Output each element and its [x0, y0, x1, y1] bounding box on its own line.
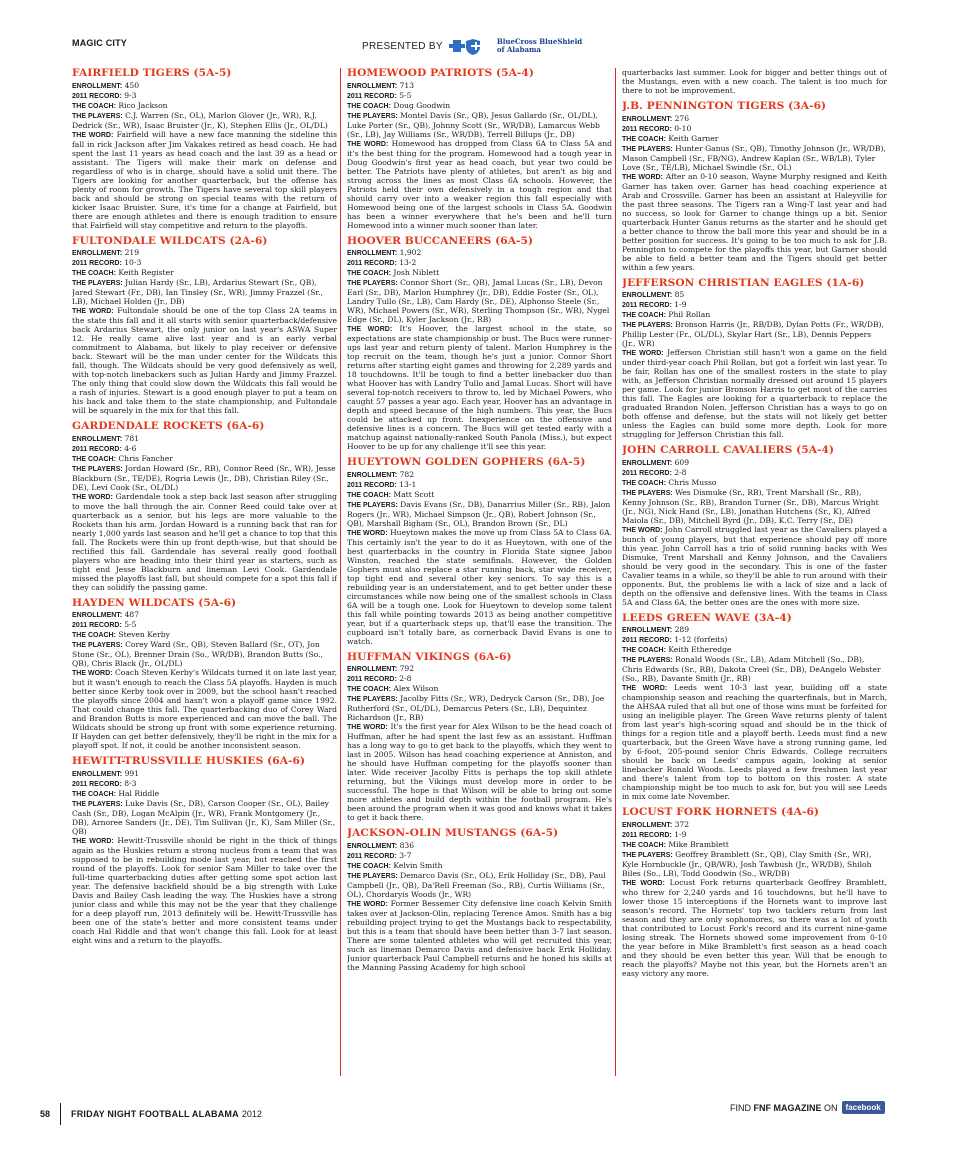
- team-coach: [347, 861, 612, 871]
- enrollment-label: ENROLLMENT:: [347, 842, 398, 850]
- team-title: FAIRFIELD TIGERS (5A-5): [72, 68, 232, 79]
- enrollment-value: 450: [124, 80, 140, 90]
- players-label: THE PLAYERS:: [72, 280, 123, 287]
- coach-label: THE COACH:: [72, 790, 116, 798]
- team-word: [347, 899, 612, 972]
- column-1: [72, 68, 337, 1076]
- team-coach: [622, 478, 887, 488]
- enrollment-value: 276: [674, 113, 690, 123]
- enrollment-label: ENROLLMENT:: [72, 770, 123, 778]
- players-value: Ronald Woods (Sr., LB), Adam Mitchell (So., DB), Chris Edwards (Sr., RB), Dakota Creel (Sr., DB), DeAngelo Webster (So., RB), Davante Smith (Jr., RB): [622, 655, 881, 683]
- team-record: [622, 300, 887, 310]
- page-number: 58: [40, 1109, 51, 1119]
- enrollment-label: ENROLLMENT:: [72, 250, 123, 257]
- team-players: [72, 799, 337, 836]
- word-label: THE WORD:: [622, 685, 668, 692]
- team-record: [622, 468, 887, 478]
- enrollment-label: ENROLLMENT:: [622, 627, 673, 634]
- team-entry: [72, 236, 337, 416]
- players-value: Luke Davis (Sr., DB), Carson Cooper (Sr., OL), Bailey Cash (Sr., DB), Logan McAlpin (Jr., WR), Frank Montgomery (Jr., DB), Arnoree Sanders (Jr., DE), Tim Sullivan (Jr., K), Sam Miller (Sr., QB): [72, 798, 336, 836]
- team-word: [72, 668, 337, 750]
- record-value: 1-12 (forfeits): [674, 635, 728, 644]
- team-players: [72, 464, 337, 492]
- record-value: 5-5: [124, 620, 137, 629]
- word-value: Coach Steven Kerby's Wildcats turned it on late last year, but it wasn't enough to reach the Class 5A playoffs. Hayden is much better since Kerby took over in 2009, but the school hasn't reached the playoffs since 2004 and hasn't won a playoff game since 1992. That could change this fall. The quarterbacking duo of Corey Ward and Brandon Butts is more experienced and can move the ball. The Wildcats should be strong up front with some experience returning. If Hayden can get better defensively, they'll be right in the mix for a playoff spot. If not, it could be another inconsistent season.: [72, 668, 337, 750]
- word-value: Former Bessemer City defensive line coach Kelvin Smith takes over at Jackson-Olin, replacing Terence Amos. Smith has a big rebuilding project trying to get the Mustangs back to respectability, but this is a team that should have been better than 3-7 last season. There are some talented athletes who will get recruited this year, such as lineman Demarco Davis and defensive back Erik Holliday. Junior quarterback Paul Campbell returns and he honed his skills at the Manning Passing Academy for high school: [347, 898, 612, 972]
- players-value: Julian Hardy (Sr., LB), Ardarius Stewart (Sr., QB), Jared Stewart (Fr., DB), Ian Tinsley (Sr., WR), Jimmy Frazzel (Sr., LB), Michael Holden (Jr., DB): [72, 278, 323, 306]
- enrollment-value: 991: [124, 768, 140, 778]
- coach-value: Chris Fancher: [118, 453, 173, 463]
- team-entry: [347, 828, 612, 972]
- coach-value: Josh Niblett: [393, 268, 440, 277]
- team-players: [622, 655, 887, 683]
- team-enrollment: [72, 248, 337, 258]
- magazine-title: FRIDAY NIGHT FOOTBALL ALABAMA: [71, 1109, 239, 1119]
- team-enrollment: [72, 610, 337, 620]
- coach-label: THE COACH:: [347, 491, 391, 499]
- coach-label: THE COACH:: [347, 270, 391, 277]
- magazine-year: 2012: [241, 1109, 262, 1119]
- word-label: THE WORD:: [72, 131, 114, 139]
- coach-label: THE COACH:: [72, 455, 116, 463]
- word-value: After an 0-10 season, Wayne Murphy resigned and Keith Garner has taken over. Garner has head coaching experience at Arab and Crossville. Garner has been an assistant at Haleyville for the past three seasons. The Tigers ran a Wing-T last year and had no success, so look for Garner to change things up a bit. Senior quarterback Hunter Ganus returns as the starter and he should get a better chance to throw the ball more this year and should be in a better position for success. It's going to be too much to ask for J.B. Pennington to compete for the playoffs this year, but Garner should be able to field a better team and the Tigers should get better within a few years.: [622, 171, 887, 272]
- record-value: 3-7: [399, 850, 412, 860]
- team-players: [347, 500, 612, 528]
- players-label: THE PLAYERS:: [622, 657, 673, 664]
- record-label: 2011 RECORD:: [347, 481, 397, 489]
- team-players: [622, 850, 887, 878]
- enrollment-label: ENROLLMENT:: [622, 115, 673, 123]
- coach-value: Steven Kerby: [118, 630, 170, 639]
- record-value: 1-9: [674, 300, 687, 309]
- word-label: THE WORD:: [72, 493, 113, 501]
- team-title: HUFFMAN VIKINGS (6A-6): [347, 650, 512, 663]
- coach-value: Matt Scott: [393, 489, 435, 499]
- enrollment-value: 1,902: [399, 248, 422, 257]
- team-word: [622, 68, 887, 95]
- team-word: [72, 306, 337, 415]
- team-record: [347, 851, 612, 861]
- coach-value: Alex Wilson: [393, 684, 439, 693]
- team-enrollment: [622, 458, 887, 468]
- enrollment-label: ENROLLMENT:: [72, 82, 123, 90]
- column-divider: [340, 68, 341, 1076]
- team-players: [72, 640, 337, 668]
- column-divider: [615, 68, 616, 1076]
- word-value: It's Hoover, the largest school in the state, so expectations are state championship or bust. The Bucs were runner-ups last year and return plenty of talent. Marlon Humphrey is the top recruit on the team, though he's just a junior. Connor Short returns after starting eight games and throwing for 2,289 yards and 18 touchdowns. It'll be tough to find a better linebacker duo than what Hoover has with Landry Tullo and Jamal Lucas. Short will have several top-notch receivers to throw to, led by Michael Powers, who caught 57 passes a year ago. Each year, Hoover has an advantage in depth and speed because of the high numbers. This year, the Bucs could be attacked up front. Inexperience on the offensive and defensive lines is a concern. The Bucs will get tested early with a matchup against nationally-ranked South Panola (Miss.), but expect Hoover to be up for any challenge it'll see this year.: [347, 324, 612, 451]
- players-value: Jacolby Fitts (Sr., WR), Dedryck Carson (Sr., DB), Joe Rutherford (Sr., OL/DL), Demarcus Peters (Sr., LB), Dequintez Richardson (Jr., RB): [347, 694, 605, 722]
- players-label: THE PLAYERS:: [622, 145, 673, 153]
- team-title: HOMEWOOD PATRIOTS (5A-4): [347, 68, 534, 79]
- record-label: 2011 RECORD:: [72, 622, 122, 629]
- team-enrollment: [622, 820, 887, 830]
- word-label: THE WORD:: [72, 670, 113, 677]
- players-value: Bronson Harris (Jr., RB/DB), Dylan Potts (Fr., WR/DB), Phillip Lester (Fr., OL/DL), Skylar Hart (Sr., LB), Dennis Peppers (Jr., WR): [622, 320, 884, 348]
- word-value: Leeds went 10-3 last year, building off a state championship season and reaching the quarterfinals, but in March, the AHSAA ruled that all but one of those wins must be forfeited for using an ineligible player. The Green Wave returns plenty of talent from last year's high-scoring squad and should be in the thick of things for a region title and a playoff berth. Leeds must find a new quarterback, but the Green Wave have a strong running game, led by 6-foot, 205-pound senior Chris Edwards. College recruiters should be back on Leeds' campus again, looking at senior linebacker Ronald Woods. Leeds played a few freshmen last year and there's talent from top to bottom on this roster. A state championship might be too much to ask for, but you will see Leeds in mix come late November.: [622, 683, 887, 801]
- coach-label: THE COACH:: [72, 632, 116, 639]
- enrollment-value: 836: [399, 840, 415, 850]
- team-entry: [347, 236, 612, 452]
- team-word: [72, 130, 337, 230]
- word-label: THE WORD:: [72, 308, 114, 315]
- coach-value: Mike Bramblett: [668, 839, 729, 849]
- team-enrollment: [347, 81, 612, 91]
- page-footer: [40, 1103, 262, 1125]
- team-title: HEWITT-TRUSSVILLE HUSKIES (6A-6): [72, 755, 306, 767]
- team-title: JEFFERSON CHRISTIAN EAGLES (1A-6): [622, 276, 865, 289]
- team-players: [347, 278, 612, 324]
- team-coach: [72, 789, 337, 799]
- coach-label: THE COACH:: [622, 841, 666, 849]
- footer-divider: [60, 1103, 61, 1125]
- sponsor-line2: of Alabama: [496, 45, 541, 54]
- team-entry: [347, 68, 612, 230]
- team-word: [622, 172, 887, 272]
- record-label: 2011 RECORD:: [347, 92, 397, 100]
- word-value: Gardendale took a step back last season after struggling to move the ball through the air. Conner Reed could take over at quarterback as a senior, but his legs are more valuable to the Rockets than his arm. Jordan Howard is a running back that ran for nearly 1,000 yards last season and he'll get a chance to top that this fall. The Rockets were thin up front depth-wise, but that should be rectified this fall. Gardendale has several really good football players who are heading into their third year as starters, such as tight end Jesse Blackburn and lineman Levi Cook. Gardendale missed the playoffs last fall, but should compete for a spot this fall if they can solidify the passing game.: [72, 491, 337, 592]
- team-record: [72, 91, 337, 101]
- team-enrollment: [622, 290, 887, 300]
- coach-value: Keith Register: [118, 268, 174, 277]
- team-coach: [622, 840, 887, 850]
- record-value: 2-8: [674, 467, 687, 477]
- team-coach: [622, 310, 887, 320]
- coach-value: Rico Jackson: [118, 100, 168, 110]
- team-coach: [347, 490, 612, 500]
- sponsor-name: [497, 38, 582, 54]
- players-value: Jordan Howard (Sr., RB), Connor Reed (Sr., WR), Jesse Blackburn (Sr., TE/DE), Rogria Lewis (Jr., DB), Christian Riley (Sr., DE), Levi Cook (Sr., OL/DL): [72, 463, 336, 492]
- team-coach: [72, 454, 337, 464]
- team-word: [622, 525, 887, 607]
- team-coach: [622, 134, 887, 144]
- team-coach: [347, 684, 612, 694]
- players-label: THE PLAYERS:: [622, 489, 673, 497]
- record-label: 2011 RECORD:: [72, 445, 122, 453]
- players-value: Demarco Davis (Sr., OL), Erik Holliday (Sr., DB), Paul Campbell (Jr., QB), Da'Rell Freeman (So., RB), Curtis Williams (Sr., OL), Chordaryis Woods (Jr., WR): [347, 870, 606, 899]
- team-title: HUEYTOWN GOLDEN GOPHERS (6A-5): [347, 456, 586, 468]
- team-word: [347, 722, 612, 822]
- record-label: 2011 RECORD:: [622, 637, 672, 644]
- enrollment-label: ENROLLMENT:: [72, 612, 123, 619]
- enrollment-value: 792: [399, 664, 415, 673]
- record-label: 2011 RECORD:: [72, 780, 122, 788]
- enrollment-value: 609: [674, 457, 690, 467]
- record-label: 2011 RECORD:: [347, 260, 397, 267]
- word-value: John Carroll struggled last year as the Cavaliers played a bunch of young players, but that experience should pay off more this year. John Carroll has a trio of solid running backs with Wes Dismuke, Trent Marshall and Kenny Johnson, and the Cavaliers should be very good in the secondary. This is one of the faster Cavalier teams in a while, so they'll be able to run around with their opponents. But, the problems lie with a lack of size and a lack of depth on the offensive and defensive lines. With the teams in Class 5A and Class 6A, the better ones are the ones with more size.: [622, 524, 887, 607]
- enrollment-value: 713: [399, 80, 415, 90]
- enrollment-value: 487: [124, 610, 140, 619]
- team-coach: [72, 101, 337, 111]
- team-title: HAYDEN WILDCATS (5A-6): [72, 596, 237, 609]
- record-value: 2-8: [399, 674, 412, 683]
- team-coach: [347, 268, 612, 278]
- players-label: THE PLAYERS:: [622, 851, 673, 859]
- record-label: 2011 RECORD:: [347, 676, 397, 683]
- players-label: THE PLAYERS:: [347, 696, 398, 703]
- players-label: THE PLAYERS:: [72, 800, 123, 808]
- enrollment-value: 85: [674, 290, 685, 299]
- team-enrollment: [622, 114, 887, 124]
- team-word: [347, 324, 612, 451]
- record-value: 1-9: [674, 829, 687, 839]
- word-label: THE WORD:: [72, 837, 114, 845]
- record-value: 13-2: [399, 258, 417, 267]
- column-3: [622, 68, 887, 1076]
- coach-value: Hal Riddle: [118, 788, 160, 798]
- enrollment-value: 372: [674, 819, 690, 829]
- enrollment-value: 781: [124, 433, 140, 443]
- word-value: Homewood has dropped from Class 6A to Class 5A and it's the best thing for the program. Homewood had a tough year in Doug Goodwin's first year as head coach, but year two could be better. The Patriots have plenty of athletes, but aren't as big and strong across the lines as most Class 6A schools. However, the Patriots held their own defensively in a tough region and that should carry over into a weaker region this fall especially with Homewood being one of the largest schools in Class 5A. Goodwin has been a winner everywhere that he's been and he'll turn Homewood into a winner much sooner than later.: [347, 138, 612, 230]
- word-label: THE WORD:: [622, 173, 663, 181]
- team-word: [72, 492, 337, 592]
- players-label: THE PLAYERS:: [347, 280, 398, 287]
- section-tag: MAGIC CITY: [72, 38, 127, 48]
- find-on: ON: [824, 1102, 838, 1113]
- players-value: Geoffrey Bramblett (Sr., QB), Clay Smith (Sr., WR), Kyle Hornbuckle (Jr., QB/WR), Josh Tawbush (Jr., WR/DB), Shiloh Biles (So., LB), Todd Goodwin (So., WR/DB): [622, 849, 872, 878]
- team-players: [347, 871, 612, 899]
- team-players: [347, 111, 612, 139]
- team-entry: [622, 445, 887, 607]
- team-record: [72, 620, 337, 630]
- team-coach: [622, 645, 887, 655]
- team-players: [72, 111, 337, 130]
- enrollment-value: 289: [674, 625, 690, 634]
- team-enrollment: [347, 841, 612, 851]
- team-entry: [347, 457, 612, 646]
- record-label: 2011 RECORD:: [622, 125, 672, 133]
- word-value: quarterbacks last summer. Look for bigger and better things out of the Mustangs, even with a new coach. The talent is too much for there to not be improvement.: [622, 68, 887, 95]
- find-label: FIND: [730, 1102, 751, 1113]
- team-word: [347, 139, 612, 230]
- word-label: THE WORD:: [622, 879, 665, 887]
- enrollment-label: ENROLLMENT:: [347, 471, 398, 479]
- coach-label: THE COACH:: [622, 647, 666, 654]
- team-record: [347, 480, 612, 490]
- enrollment-value: 782: [399, 469, 415, 479]
- players-label: THE PLAYERS:: [72, 642, 123, 649]
- players-label: THE PLAYERS:: [347, 501, 398, 509]
- enrollment-label: ENROLLMENT:: [347, 666, 398, 673]
- team-record: [347, 258, 612, 268]
- team-coach: [347, 101, 612, 111]
- players-label: THE PLAYERS:: [347, 872, 398, 880]
- players-value: Wes Dismuke (Sr., RB), Trent Marshall (Sr., RB), Kenny Johnson (Sr., RB), Brandon Turner (Sr., DB), Marcus Wright (Jr., NG), Nick Hand (Sr., LB), Jonathan Hutchens (Sr., K), Alfred Maiola (Sr., DB), Mitchell Byrd (Jr., DB), K.C. Terry (Sr., DE): [622, 487, 879, 525]
- coach-value: Chris Musso: [668, 477, 717, 487]
- enrollment-value: 219: [124, 248, 140, 257]
- record-label: 2011 RECORD:: [622, 302, 672, 309]
- team-word: [622, 683, 887, 801]
- find-brand: FNF MAGAZINE: [753, 1102, 822, 1113]
- players-value: Davis Evans (Sr., DB), Danarrius Miller (Sr., RB), Jalon Rogers (Jr., WR), Michael Simpson (Jr., QB), Robert Johnson (Sr., QB), Marshall Bigham (Sr., OL), Brandon Brown (Sr., DL): [347, 499, 611, 528]
- players-label: THE PLAYERS:: [347, 112, 398, 120]
- sponsor-line1: BlueCross BlueShield: [496, 37, 583, 46]
- team-title: JOHN CARROLL CAVALIERS (5A-4): [622, 444, 835, 456]
- column-2: [347, 68, 612, 1076]
- coach-value: Kelvin Smith: [393, 860, 443, 870]
- coach-value: Doug Goodwin: [393, 100, 451, 110]
- players-value: Montel Davis (Sr., QB), Jesus Gallardo (Sr., OL/DL), Luke Porter (Sr., QB), Johnny Scott (Sr., WR/DB), Lamarcus Webb (Sr., LB), Jay Williams (Sr., WR/DB), Terrell Billups (Jr., DB): [347, 110, 600, 139]
- team-word: [347, 528, 612, 646]
- record-value: 4-6: [124, 443, 137, 453]
- sponsor-block: [362, 34, 582, 58]
- team-entry: [622, 101, 887, 272]
- team-record: [72, 258, 337, 268]
- team-enrollment: [72, 81, 337, 91]
- word-value: Fultondale should be one of the top Class 2A teams in the state this fall and it all starts with senior quarterback/defensive back Ardarius Stewart, the only junior on last year's ASWA Super 12. He really came alive last year and is an early verbal commitment to Alabama, but likely to play receiver or defensive back. Stewart will be the man under center for the Wildcats this fall, though. The Wildcats should be very good defensively as well, with top-notch linebackers such as Julian Hardy and Jimmy Frazzel. The only thing that could slow down the Wildcats this fall would be a rash of injuries. Stewart is a good enough player to put a team on his back and take them to the state championship, and Fultondale will be squarely in the mix for that this fall.: [72, 306, 337, 415]
- team-entry: [347, 652, 612, 823]
- enrollment-label: ENROLLMENT:: [347, 250, 398, 257]
- team-entry: [622, 613, 887, 802]
- social-promo: [730, 1101, 885, 1114]
- team-record: [72, 444, 337, 454]
- team-enrollment: [347, 470, 612, 480]
- players-value: Connor Short (Sr., QB), Jamal Lucas (Sr., LB), Devon Earl (Sr., DB), Marlon Humphrey (Jr., DB), Eddie Foster (Sr., OL), Landry Tullo (Sr., LB), Cam Hardy (Sr., DE), Alphonso Steele (Sr., WR), Michael Powers (Sr., WR), Sterling Thompson (Sr., WR), Nygel Edge (Sr., DL), Kyler Jackson (Jr., RB): [347, 278, 610, 324]
- page-header: [72, 34, 892, 60]
- enrollment-label: ENROLLMENT:: [622, 459, 673, 467]
- team-word: [72, 836, 337, 945]
- team-players: [622, 144, 887, 172]
- team-entry: [72, 756, 337, 945]
- players-label: THE PLAYERS:: [72, 465, 123, 473]
- word-value: Fairfield will have a new face manning the sideline this fall in rick Jackson after Jim Vakakes retired as head coach. He had spent the last 11 years as head coach and the last 39 as a head or assistant. The Tigers will make their mark on defense and regardless of who is in charge, should have a solid unit there. The Tigers are looking for another quarterback, but the offense has plenty of room for growth. The Tigers have several top skill players back and should be strong on special teams with the return of kicker Isaac Bruister. Sure, it's time for a change at Fairfield, but there are enough athletes and there is enough tradition to ensure that Fairfield will stay competitive and return to the playoffs.: [72, 129, 337, 230]
- word-value: Hewitt-Trussville should be right in the thick of things again as the Huskies return a strong nucleus from a team that was supposed to be in rebuilding mode last year, but reached the first round of the playoffs. Look for senior Sam Miller to take over the full-time quarterbacking duties after getting some spot action last year. The defensive backfield should be a big strength with Luke Davis and Bailey Cash leading the way. The Huskies have a strong junior class and while this may not be the year that they challenge for a deep playoff run, 2013 definitely will be. Hewitt-Trussville has been one of the state's better and more consistent teams under coach Hal Riddle and that won't change this fall. Look for at least eight wins and a return to the playoffs.: [72, 835, 337, 945]
- players-label: THE PLAYERS:: [622, 322, 673, 329]
- coach-label: THE COACH:: [622, 135, 666, 143]
- word-label: THE WORD:: [622, 526, 663, 534]
- word-label: THE WORD:: [347, 326, 393, 333]
- team-coach: [72, 630, 337, 640]
- team-players: [72, 278, 337, 306]
- record-label: 2011 RECORD:: [72, 92, 122, 100]
- team-entry: [622, 68, 887, 95]
- record-value: 9-3: [124, 90, 137, 100]
- coach-label: THE COACH:: [347, 862, 391, 870]
- record-label: 2011 RECORD:: [622, 831, 672, 839]
- team-enrollment: [72, 769, 337, 779]
- team-record: [622, 635, 887, 645]
- coach-label: THE COACH:: [347, 686, 391, 693]
- record-label: 2011 RECORD:: [347, 852, 397, 860]
- coach-value: Phil Rollan: [668, 310, 711, 319]
- team-enrollment: [347, 248, 612, 258]
- record-value: 0-10: [674, 123, 692, 133]
- word-label: THE WORD:: [347, 724, 388, 731]
- team-title: LOCUST FORK HORNETS (4A-6): [622, 806, 820, 818]
- players-value: Hunter Ganus (Sr., QB), Timothy Johnson (Jr., WR/DB), Mason Campbell (Sr., FB/NG), Andrew Kaplan (Sr., WB/LB), Tyler Love (Sr., TE/LB), Michael Swindle (Sr., OL): [622, 143, 886, 172]
- word-value: Hueytown makes the move up from Class 5A to Class 6A. This certainly isn't the year to do it as Hueytown, with one of the best quarterbacks in the country in Florida State signee Jaboo Winston, reached the state semifinals. However, the Golden Gophers must also replace a star running back, star wide receiver, top tight end and several other key seniors. To say this is a rebuilding year is an understatement, and to get better under these circumstances while now being one of the smallest schools in Class 6A will be a tough one. Look for Hueytown to develop some talent this fall while pointing towards 2013 as being another competitive year, but if a quarterback steps up, that'll ease the transition. The cupboard isn't totally bare, as cornerback David Evans is one to watch.: [347, 527, 612, 646]
- record-label: 2011 RECORD:: [72, 260, 122, 267]
- team-entry: [72, 68, 337, 230]
- team-title: JACKSON-OLIN MUSTANGS (6A-5): [347, 827, 559, 839]
- coach-label: THE COACH:: [347, 102, 391, 110]
- coach-label: THE COACH:: [72, 270, 116, 277]
- coach-value: Keith Garner: [668, 133, 719, 143]
- bcbs-logo-icon: [449, 36, 491, 56]
- team-entry: [72, 598, 337, 751]
- enrollment-label: ENROLLMENT:: [347, 82, 398, 90]
- team-title: HOOVER BUCCANEERS (6A-5): [347, 234, 534, 247]
- enrollment-label: ENROLLMENT:: [622, 821, 673, 829]
- team-title: LEEDS GREEN WAVE (3A-4): [622, 611, 792, 624]
- word-label: THE WORD:: [347, 140, 389, 148]
- word-label: THE WORD:: [622, 350, 664, 357]
- team-entry: [72, 421, 337, 592]
- team-coach: [72, 268, 337, 278]
- players-value: Corey Ward (Sr., QB), Steven Ballard (Sr., OT), Jon Stone (Sr., OL), Brenner Drain (So., WR/DB), Brandon Butts (So., QB), Chris Black (Jr., OL/DL): [72, 640, 323, 668]
- word-value: Jefferson Christian still hasn't won a game on the field under third-year coach Phil Rollan, but got a forfeit win last year. To be fair, Rollan has one of the smallest rosters in the state to play with, as Jefferson Christian normally dressed out around 15 players per game. Look for junior Bronson Harris to get most of the carries this fall. The Eagles are looking for a quarterback to replace the graduated Brandon Nolen. Jefferson Christian has a ways to go on both offense and defense, but the stats will not likely get better unless the Eagles can build some more depth. Look for more struggling for Jefferson Christian this fall.: [622, 348, 887, 439]
- word-value: Locust Fork returns quarterback Geoffrey Bramblett, who threw for 2,240 yards and 16 touchdowns, but he'll have to lower those 15 interceptions if the Hornets want to improve last season's record. The Hornets' top two tacklers return from last season and they are only sophomores, so there was a lot of youth that contributed to Locust Fork's record and its current nine-game losing streak. The Hornets showed some improvement from 0-10 the year before in Mike Bramblett's first season as a head coach and they should be even better this year. Will that be enough to reach the playoffs? Maybe not this year, but the Hornets aren't an easy victory any more.: [622, 877, 887, 978]
- team-title: J.B. PENNINGTON TIGERS (3A-6): [622, 100, 827, 112]
- team-record: [347, 91, 612, 101]
- team-players: [622, 488, 887, 525]
- team-record: [347, 674, 612, 684]
- word-value: It's the first year for Alex Wilson to be the head coach of Huffman, after he had spent the last few as an assistant. Huffman has a long way to go to get back to the playoffs, which they went to last in 2005. Wilson has head coaching experience at Anniston, and he should have Huffman competing for the playoffs sooner than later. Wide receiver Jacolby Fitts is perhaps the top skill athlete returning, but the Vikings must develop more in order to be successful. The hope is that Wilson will be able to bring out some more athletes and build depth within the football program. He's been around the program when it was good and knows what it takes to get it back there.: [347, 722, 612, 822]
- team-players: [622, 320, 887, 348]
- word-label: THE WORD:: [347, 900, 388, 908]
- enrollment-label: ENROLLMENT:: [622, 292, 673, 299]
- record-value: 5-5: [399, 90, 412, 100]
- coach-label: THE COACH:: [72, 102, 116, 110]
- team-enrollment: [622, 625, 887, 635]
- record-value: 13-1: [399, 479, 417, 489]
- team-record: [72, 779, 337, 789]
- coach-value: Keith Etheredge: [668, 645, 732, 654]
- word-label: THE WORD:: [347, 529, 388, 537]
- team-enrollment: [72, 434, 337, 444]
- team-entry: [622, 278, 887, 440]
- team-word: [622, 348, 887, 439]
- team-record: [622, 830, 887, 840]
- team-title: GARDENDALE ROCKETS (6A-6): [72, 420, 265, 432]
- record-value: 10-3: [124, 258, 142, 267]
- coach-label: THE COACH:: [622, 312, 666, 319]
- team-title: FULTONDALE WILDCATS (2A-6): [72, 234, 268, 247]
- facebook-badge[interactable]: facebook: [842, 1101, 885, 1114]
- players-label: THE PLAYERS:: [72, 112, 123, 120]
- team-players: [347, 694, 612, 722]
- enrollment-label: ENROLLMENT:: [72, 435, 123, 443]
- record-label: 2011 RECORD:: [622, 469, 672, 477]
- team-entry: [622, 807, 887, 978]
- record-value: 8-3: [124, 778, 137, 788]
- team-word: [622, 878, 887, 978]
- team-enrollment: [347, 664, 612, 674]
- players-value: C.J. Warren (Sr., OL), Marlon Glover (Jr., WR), R.J. Dedrick (Sr., WR), Isaac Bruister (Jr., K), Stephen Ellis (Jr., OL/DL): [72, 110, 328, 130]
- team-record: [622, 124, 887, 134]
- coach-label: THE COACH:: [622, 479, 666, 487]
- presented-by-label: PRESENTED BY: [362, 40, 443, 52]
